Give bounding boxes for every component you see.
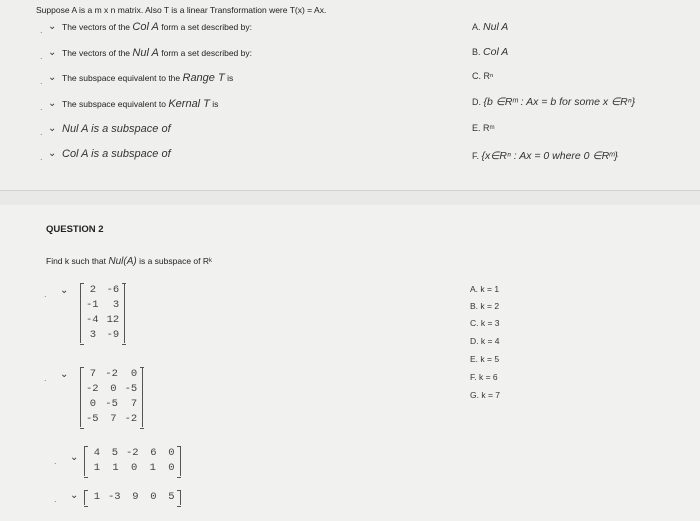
matrix-select-3[interactable]: . ⌄	[54, 452, 79, 466]
match-row-1	[36, 17, 252, 37]
row-text-1: The vectors of the Col A form a set described by:	[62, 21, 252, 33]
choice-d: D. {b ∈Rᵐ : Ax = b for some x ∈Rⁿ}	[472, 96, 636, 108]
matrix-row	[90, 446, 175, 461]
choice-b: B. Col A	[472, 46, 509, 58]
choice-e: E. Rᵐ	[472, 123, 495, 133]
matrix-cell: -6	[106, 284, 120, 296]
matrix-row	[90, 490, 175, 505]
matrix-cell: 1	[149, 462, 156, 474]
k-choice-g: G. k = 7	[470, 390, 500, 400]
answer-select-6[interactable]: . ⌄	[40, 148, 57, 162]
matrix-row	[86, 313, 119, 328]
matrix-row	[86, 283, 119, 298]
choice-c: C. Rⁿ	[472, 71, 494, 81]
matrix-4	[84, 490, 181, 505]
match-row-2	[36, 43, 252, 63]
matrix-cell: -5	[105, 398, 118, 410]
matrix-cell: 0	[168, 462, 175, 474]
k-choice-d: D. k = 4	[470, 336, 500, 346]
answer-select-1[interactable]: . ⌄	[40, 21, 57, 35]
matrix-cell: 1	[112, 462, 119, 474]
matrix-cell: 6	[150, 447, 157, 459]
matrix-cell: 7	[89, 368, 96, 380]
matrix-cell: 2	[89, 284, 96, 296]
matrix-cell: 0	[150, 491, 157, 503]
matrix-row	[86, 328, 119, 343]
chevron-down-icon: ⌄	[70, 452, 79, 463]
matrix-3	[84, 446, 181, 476]
matrix-cell: 7	[110, 413, 117, 425]
row-text-6: Col A is a subspace of	[62, 148, 171, 160]
matrix-cell: 0	[110, 383, 117, 395]
matrix-row	[86, 367, 137, 382]
matrix-cell: 0	[89, 398, 96, 410]
chevron-down-icon: ⌄	[70, 490, 79, 501]
answer-select-5[interactable]: . ⌄	[40, 123, 57, 137]
matrix-cell: -9	[106, 329, 120, 341]
choice-a: A. Nul A	[472, 21, 509, 33]
answer-select-3[interactable]: . ⌄	[40, 72, 57, 86]
chevron-down-icon: ⌄	[48, 21, 57, 32]
matrix-row	[86, 382, 137, 397]
matrix-1	[80, 283, 125, 343]
k-choice-b: B. k = 2	[470, 301, 500, 311]
matrix-select-2[interactable]: . ⌄	[44, 369, 69, 383]
matrix-cell: 9	[132, 491, 139, 503]
matrix-row	[90, 461, 175, 476]
matrix-cell: -3	[108, 491, 121, 503]
chevron-down-icon: ⌄	[48, 98, 57, 109]
chevron-down-icon: ⌄	[48, 148, 57, 159]
k-choice-a: A. k = 1	[470, 284, 500, 294]
row-text-4: The subspace equivalent to Kernal T is	[62, 98, 219, 110]
question-1-prompt: Suppose A is a m x n matrix. Also T is a linear Transformation were T(x) = Ax.	[36, 5, 327, 15]
matrix-cell: 7	[130, 398, 138, 410]
answer-select-4[interactable]: . ⌄	[40, 98, 57, 112]
chevron-down-icon: ⌄	[60, 369, 69, 380]
row-text-5: Nul A is a subspace of	[62, 123, 171, 135]
matrix-cell: 1	[93, 491, 100, 503]
match-row-3	[36, 68, 233, 88]
matrix-cell: -2	[126, 447, 139, 459]
question-2-title: QUESTION 2	[46, 224, 104, 235]
k-choice-c: C. k = 3	[470, 318, 500, 328]
matrix-cell: 3	[89, 329, 96, 341]
matrix-cell: -5	[124, 383, 138, 395]
matrix-cell: -2	[124, 413, 138, 425]
match-row-5	[36, 119, 171, 139]
question-2-prompt: Find k such that Nul(A) is a subspace of Rᵏ	[46, 256, 212, 267]
matrix-cell: 0	[168, 447, 175, 459]
match-row-6	[36, 144, 171, 164]
match-row-4	[36, 94, 218, 114]
matrix-row	[86, 298, 119, 313]
matrix-cell: 5	[111, 447, 118, 459]
matrix-cell: -2	[86, 383, 99, 395]
chevron-down-icon: ⌄	[60, 285, 69, 296]
choice-f: F. {x∈Rⁿ : Ax = 0 where 0 ∈Rᵐ}	[472, 150, 618, 162]
matrix-cell: -5	[86, 413, 99, 425]
matrix-cell: 1	[93, 462, 100, 474]
matrix-cell: 5	[168, 491, 175, 503]
row-text-3: The subspace equivalent to the Range T is	[62, 72, 234, 84]
matrix-cell: -2	[105, 368, 118, 380]
matrix-cell: 3	[112, 299, 120, 311]
matrix-cell: -1	[86, 299, 99, 311]
matrix-cell: 12	[106, 314, 120, 326]
chevron-down-icon: ⌄	[48, 47, 57, 58]
k-choice-e: E. k = 5	[470, 354, 500, 364]
matrix-cell: -4	[86, 314, 99, 326]
row-text-2: The vectors of the Nul A form a set described by:	[62, 47, 252, 59]
section-divider	[0, 190, 700, 191]
matrix-select-4[interactable]: . ⌄	[54, 490, 79, 504]
matrix-cell: 4	[93, 447, 100, 459]
matrix-cell: 0	[130, 368, 138, 380]
chevron-down-icon: ⌄	[48, 72, 57, 83]
chevron-down-icon: ⌄	[48, 123, 57, 134]
k-choice-f: F. k = 6	[470, 372, 498, 382]
matrix-2	[80, 367, 143, 427]
matrix-cell: 0	[130, 462, 138, 474]
question-1-panel	[0, 0, 700, 190]
matrix-select-1[interactable]: . ⌄	[44, 285, 69, 299]
answer-select-2[interactable]: . ⌄	[40, 47, 57, 61]
matrix-row	[86, 397, 137, 412]
matrix-row	[86, 412, 137, 427]
